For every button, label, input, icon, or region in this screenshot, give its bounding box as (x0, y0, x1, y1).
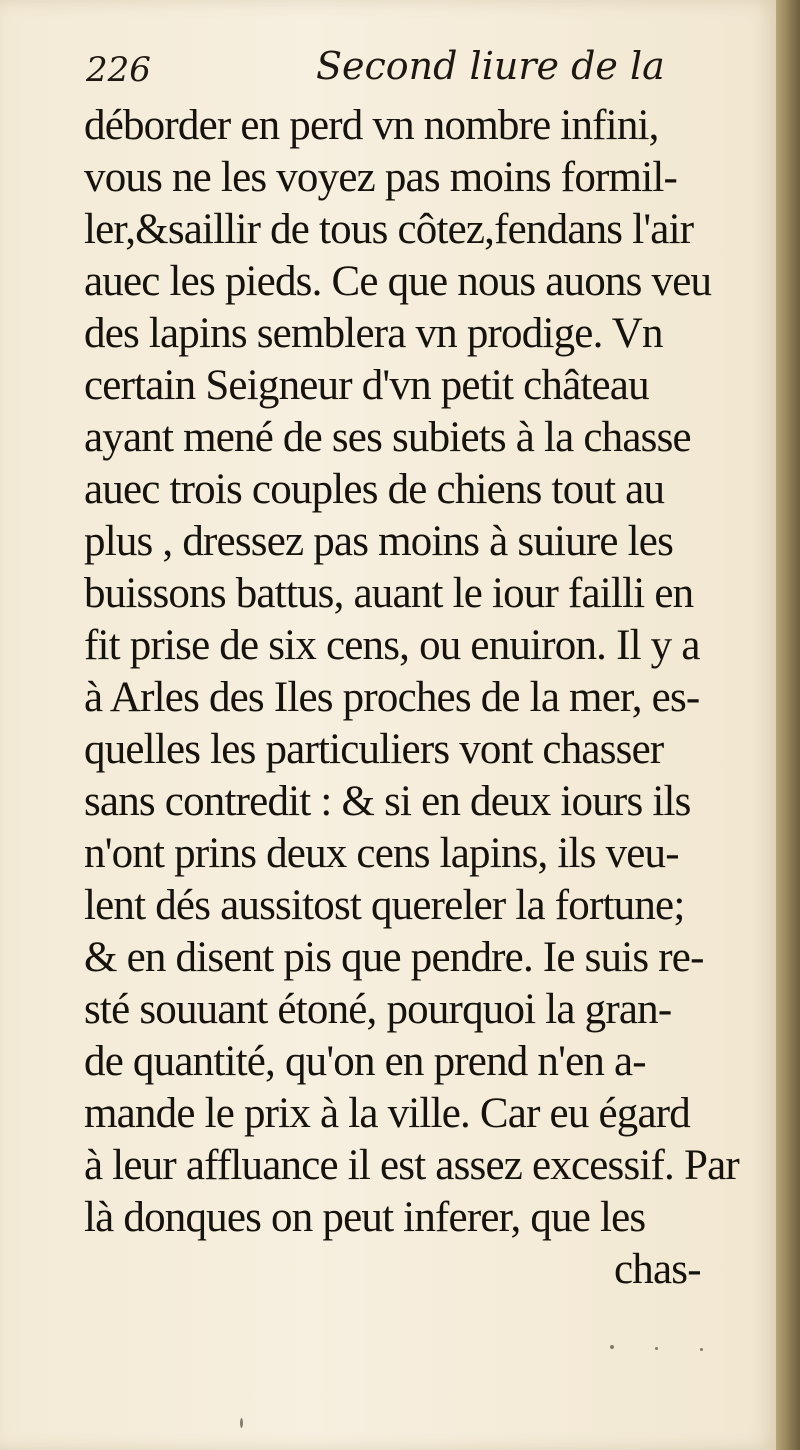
text-line: déborder en perd vn nombre infini, (84, 102, 659, 149)
text-line: à Arles des Iles proches de la mer, es- (84, 674, 700, 721)
text-line: quelles les particuliers vont chasser (84, 726, 664, 773)
text-line: plus , dressez pas moins à suiure les (84, 518, 674, 565)
catchword: chas- (614, 1246, 701, 1293)
running-head: Second liure de la (316, 44, 665, 88)
text-line: auec trois couples de chiens tout au (84, 466, 665, 513)
text-line: là donques on peut inferer, que les (84, 1194, 646, 1241)
book-spine-edge (776, 0, 800, 1450)
text-line: lent dés aussitost quereler la fortune; (84, 882, 685, 929)
text-line: de quantité, qu'on en prend n'en a- (84, 1038, 646, 1085)
page-header (86, 40, 706, 100)
text-line: fit prise de six cens, ou enuiron. Il y a (84, 622, 700, 669)
page-number: 226 (86, 50, 151, 90)
text-line: vous ne les voyez pas moins formil- (84, 154, 678, 201)
text-line: ler,&saillir de tous côtez,fendans l'air (84, 206, 694, 253)
text-line: des lapins semblera vn prodige. Vn (84, 310, 663, 357)
text-line: certain Seigneur d'vn petit château (84, 362, 649, 409)
ink-speck (610, 1345, 614, 1349)
text-line: à leur affluance il est assez excessif. Par (84, 1142, 739, 1189)
text-line: auec les pieds. Ce que nous auons veu (84, 258, 712, 305)
ink-speck (240, 1418, 243, 1428)
text-line: n'ont prins deux cens lapins, ils veu- (84, 830, 679, 877)
text-line: mande le prix à la ville. Car eu égard (84, 1090, 690, 1137)
text-line: ayant mené de ses subiets à la chasse (84, 414, 691, 461)
ink-speck (700, 1348, 703, 1351)
text-line: buissons battus, auant le iour failli en (84, 570, 694, 617)
body-text (84, 100, 764, 1296)
text-line: sté souuant étoné, pourquoi la gran- (84, 986, 672, 1033)
text-line: sans contredit : & si en deux iours ils (84, 778, 691, 825)
text-line: & en disent pis que pendre. Ie suis re- (84, 934, 704, 981)
ink-speck (655, 1347, 658, 1350)
